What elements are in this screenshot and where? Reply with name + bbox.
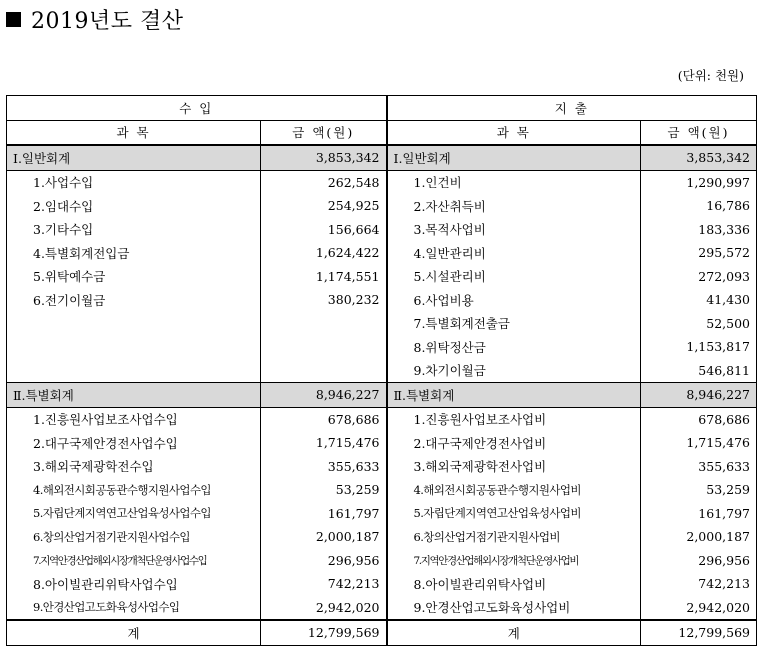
expense-item-name: 4.해외전시회공동관수행지원사업비 bbox=[387, 478, 641, 502]
income-total-label: 계 bbox=[7, 620, 261, 645]
income-item-name: 1.사업수입 bbox=[7, 170, 261, 194]
expense-item-name: 6.창의산업거점기관지원사업비 bbox=[387, 525, 641, 549]
income-item-name: 7.지역안경산업해외시장개척단운영사업수입 bbox=[7, 549, 261, 573]
expense-item-amount: 161,797 bbox=[641, 502, 757, 526]
income-item-amount: 2,000,187 bbox=[261, 525, 387, 549]
income-item-name: 2.대구국제안경전사업수입 bbox=[7, 431, 261, 455]
income-item-name bbox=[7, 335, 261, 359]
expense-item-amount: 52,500 bbox=[641, 312, 757, 336]
expense-item-name: 7.지역안경산업해외시장개척단운영사업비 bbox=[387, 549, 641, 573]
table-row bbox=[7, 265, 757, 289]
income-item-amount: 678,686 bbox=[261, 407, 387, 431]
expense-section-label: Ⅰ.일반회계 bbox=[387, 145, 641, 170]
page-title bbox=[6, 4, 184, 34]
expense-item-amount: 742,213 bbox=[641, 572, 757, 596]
expense-item-amount: 2,000,187 bbox=[641, 525, 757, 549]
income-item-amount: 355,633 bbox=[261, 455, 387, 479]
expense-item-name: 4.일반관리비 bbox=[387, 241, 641, 265]
expense-item-name: 2.대구국제안경전사업비 bbox=[387, 431, 641, 455]
expense-item-name: 8.아이빌관리위탁사업비 bbox=[387, 572, 641, 596]
expense-item-name: 7.특별회계전출금 bbox=[387, 312, 641, 336]
income-section-total: 3,853,342 bbox=[261, 145, 387, 170]
expense-section-label: Ⅱ.특별회계 bbox=[387, 383, 641, 408]
table-row bbox=[7, 502, 757, 526]
income-item-name: 8.아이빌관리위탁사업수입 bbox=[7, 572, 261, 596]
expense-item-name: 5.자립단계지역연고산업육성사업비 bbox=[387, 502, 641, 526]
expense-item-amount: 41,430 bbox=[641, 288, 757, 312]
income-item-name: 1.진흥원사업보조사업수입 bbox=[7, 407, 261, 431]
income-item-amount: 161,797 bbox=[261, 502, 387, 526]
income-item-amount: 296,956 bbox=[261, 549, 387, 573]
income-item-amount: 1,624,422 bbox=[261, 241, 387, 265]
square-bullet-icon bbox=[6, 12, 21, 27]
table-row bbox=[7, 335, 757, 359]
table-row bbox=[7, 194, 757, 218]
table-row bbox=[7, 478, 757, 502]
table-row bbox=[7, 525, 757, 549]
income-item-amount bbox=[261, 335, 387, 359]
expense-item-name: 3.목적사업비 bbox=[387, 218, 641, 242]
income-item-name: 4.해외전시회공동관수행지원사업수입 bbox=[7, 478, 261, 502]
expense-item-name: 5.시설관리비 bbox=[387, 265, 641, 289]
expense-item-name: 1.진흥원사업보조사업비 bbox=[387, 407, 641, 431]
income-item-amount: 1,174,551 bbox=[261, 265, 387, 289]
income-item-name: 6.전기이월금 bbox=[7, 288, 261, 312]
expense-item-amount: 295,572 bbox=[641, 241, 757, 265]
table-row bbox=[7, 218, 757, 242]
expense-item-amount: 546,811 bbox=[641, 359, 757, 383]
expense-section-total: 8,946,227 bbox=[641, 383, 757, 408]
expense-header: 지 출 bbox=[387, 96, 757, 121]
table-row bbox=[7, 170, 757, 194]
income-item-amount bbox=[261, 359, 387, 383]
budget-table bbox=[6, 95, 757, 646]
income-item-amount bbox=[261, 312, 387, 336]
income-item-name bbox=[7, 312, 261, 336]
income-item-amount: 1,715,476 bbox=[261, 431, 387, 455]
income-header: 수 입 bbox=[7, 96, 387, 121]
expense-item-amount: 678,686 bbox=[641, 407, 757, 431]
expense-item-name: 6.사업비용 bbox=[387, 288, 641, 312]
table-row bbox=[7, 549, 757, 573]
expense-item-amount: 355,633 bbox=[641, 455, 757, 479]
expense-total-label: 계 bbox=[387, 620, 641, 645]
header-row-main bbox=[7, 96, 757, 121]
income-item-name: 2.임대수입 bbox=[7, 194, 261, 218]
table-row bbox=[7, 241, 757, 265]
total-row bbox=[7, 620, 757, 645]
table-row bbox=[7, 455, 757, 479]
expense-item-amount: 183,336 bbox=[641, 218, 757, 242]
expense-item-name: 8.위탁정산금 bbox=[387, 335, 641, 359]
expense-item-amount: 272,093 bbox=[641, 265, 757, 289]
expense-item-amount: 2,942,020 bbox=[641, 596, 757, 621]
expense-amount-header: 금 액(원) bbox=[641, 120, 757, 145]
expense-item-amount: 53,259 bbox=[641, 478, 757, 502]
income-item-amount: 742,213 bbox=[261, 572, 387, 596]
expense-section-total: 3,853,342 bbox=[641, 145, 757, 170]
header-row-sub bbox=[7, 120, 757, 145]
income-section-label: Ⅰ.일반회계 bbox=[7, 145, 261, 170]
table-row bbox=[7, 572, 757, 596]
expense-item-amount: 1,290,997 bbox=[641, 170, 757, 194]
table-row bbox=[7, 312, 757, 336]
income-item-name bbox=[7, 359, 261, 383]
expense-item-name: 2.자산취득비 bbox=[387, 194, 641, 218]
income-item-amount: 254,925 bbox=[261, 194, 387, 218]
income-total-amount: 12,799,569 bbox=[261, 620, 387, 645]
expense-item-name: 9.차기이월금 bbox=[387, 359, 641, 383]
income-item-header: 과 목 bbox=[7, 120, 261, 145]
expense-item-name: 1.인건비 bbox=[387, 170, 641, 194]
table-row bbox=[7, 431, 757, 455]
table-row bbox=[7, 359, 757, 383]
section-row bbox=[7, 383, 757, 408]
expense-total-amount: 12,799,569 bbox=[641, 620, 757, 645]
income-item-amount: 53,259 bbox=[261, 478, 387, 502]
expense-item-header: 과 목 bbox=[387, 120, 641, 145]
expense-item-amount: 16,786 bbox=[641, 194, 757, 218]
expense-item-name: 3.해외국제광학전사업비 bbox=[387, 455, 641, 479]
table-row bbox=[7, 407, 757, 431]
expense-item-name: 9.안경산업고도화육성사업비 bbox=[387, 596, 641, 621]
income-amount-header: 금 액(원) bbox=[261, 120, 387, 145]
income-item-name: 5.자립단계지역연고산업육성사업수입 bbox=[7, 502, 261, 526]
income-item-name: 4.특별회계전입금 bbox=[7, 241, 261, 265]
expense-item-amount: 1,715,476 bbox=[641, 431, 757, 455]
expense-item-amount: 296,956 bbox=[641, 549, 757, 573]
expense-item-amount: 1,153,817 bbox=[641, 335, 757, 359]
income-item-name: 6.창의산업거점기관지원사업수입 bbox=[7, 525, 261, 549]
income-item-amount: 262,548 bbox=[261, 170, 387, 194]
income-section-total: 8,946,227 bbox=[261, 383, 387, 408]
income-item-amount: 156,664 bbox=[261, 218, 387, 242]
table-row bbox=[7, 596, 757, 621]
table-row bbox=[7, 288, 757, 312]
income-item-amount: 2,942,020 bbox=[261, 596, 387, 621]
section-row bbox=[7, 145, 757, 170]
income-item-amount: 380,232 bbox=[261, 288, 387, 312]
income-section-label: Ⅱ.특별회계 bbox=[7, 383, 261, 408]
income-item-name: 5.위탁예수금 bbox=[7, 265, 261, 289]
unit-note: (단위: 천원) bbox=[677, 68, 744, 83]
income-item-name: 3.기타수입 bbox=[7, 218, 261, 242]
income-item-name: 3.해외국제광학전수입 bbox=[7, 455, 261, 479]
income-item-name: 9.안경산업고도화육성사업수입 bbox=[7, 596, 261, 621]
page-title-text: 2019년도 결산 bbox=[31, 8, 184, 34]
